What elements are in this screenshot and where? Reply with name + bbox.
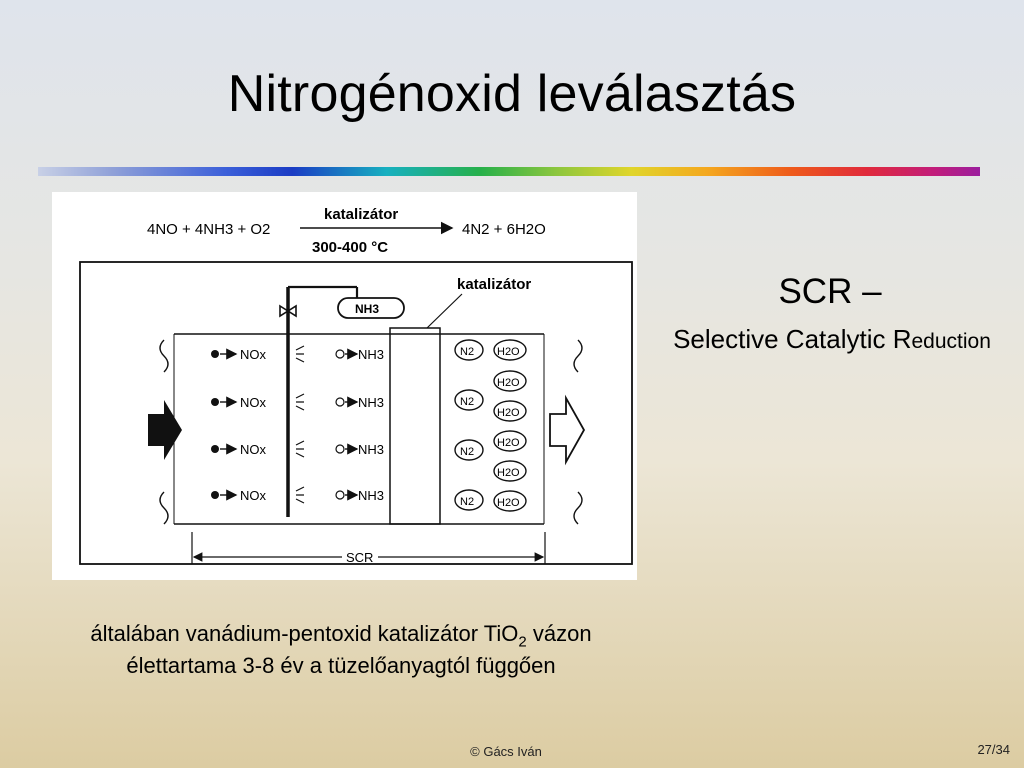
caption-line-1-end: vázon bbox=[526, 621, 592, 646]
catalyst-label: katalizátor bbox=[457, 276, 532, 293]
scr-dim-label: SCR bbox=[346, 550, 374, 565]
h2o-label-1: H2O bbox=[497, 346, 520, 358]
duct-left-break-top bbox=[160, 340, 168, 372]
nh3-label-1: NH3 bbox=[358, 347, 385, 362]
nox-label-4: NOx bbox=[240, 488, 266, 503]
h2o-label-4: H2O bbox=[497, 437, 520, 449]
scr-diagram-svg bbox=[52, 192, 637, 580]
caption bbox=[30, 618, 652, 682]
duct-right-break-bottom bbox=[574, 492, 582, 524]
flow-row-2 bbox=[211, 394, 384, 410]
catalyst-pointer bbox=[427, 294, 462, 328]
slide-title: Nitrogénoxid leválasztás bbox=[227, 65, 797, 123]
footer-author: © Gács Iván bbox=[470, 744, 542, 759]
h2o-label-6: H2O bbox=[497, 497, 520, 509]
flow-row-1 bbox=[211, 346, 384, 362]
n2-products bbox=[455, 340, 483, 510]
h2o-label-5: H2O bbox=[497, 467, 520, 479]
nh3-tank-label: NH3 bbox=[355, 302, 380, 316]
equation-right: 4N2 + 6H2O bbox=[462, 221, 546, 238]
caption-line-2: élettartama 3-8 év a tüzelőanyagtól függően bbox=[126, 653, 556, 678]
page-number: 27/34 bbox=[977, 742, 1010, 757]
scr-expansion-suffix: eduction bbox=[911, 330, 991, 353]
scr-expansion-main: Selective Catalytic R bbox=[673, 324, 912, 354]
nh3-label-4: NH3 bbox=[358, 488, 385, 503]
scr-expansion bbox=[640, 322, 1024, 359]
scr-diagram bbox=[52, 192, 637, 580]
duct-left-break-bottom bbox=[160, 492, 168, 524]
n2-label-2: N2 bbox=[460, 396, 475, 408]
catalyst-block bbox=[390, 328, 440, 524]
inlet-arrow bbox=[148, 400, 182, 460]
arrow-label-top: katalizátor bbox=[324, 206, 399, 223]
nox-label-2: NOx bbox=[240, 395, 266, 410]
arrow-label-bottom: 300-400 °C bbox=[312, 239, 389, 256]
caption-subscript: 2 bbox=[518, 633, 527, 651]
nh3-label-3: NH3 bbox=[358, 442, 385, 457]
flow-row-3 bbox=[211, 441, 384, 457]
h2o-label-3: H2O bbox=[497, 407, 520, 419]
caption-line-1-text: általában vanádium-pentoxid katalizátor TiO bbox=[90, 621, 519, 646]
title-divider bbox=[38, 167, 980, 176]
outlet-arrow bbox=[550, 398, 584, 462]
nox-label-3: NOx bbox=[240, 442, 266, 457]
scr-heading: SCR – bbox=[778, 272, 882, 311]
h2o-products bbox=[494, 340, 526, 511]
caption-line-1 bbox=[30, 618, 652, 650]
equation-left: 4NO + 4NH3 + O2 bbox=[147, 221, 271, 238]
flow-row-4 bbox=[211, 487, 384, 503]
nh3-label-2: NH3 bbox=[358, 395, 385, 410]
n2-label-3: N2 bbox=[460, 446, 475, 458]
n2-label-1: N2 bbox=[460, 346, 475, 358]
h2o-label-2: H2O bbox=[497, 377, 520, 389]
duct-right-break-top bbox=[574, 340, 582, 372]
nox-label-1: NOx bbox=[240, 347, 266, 362]
n2-label-4: N2 bbox=[460, 496, 475, 508]
